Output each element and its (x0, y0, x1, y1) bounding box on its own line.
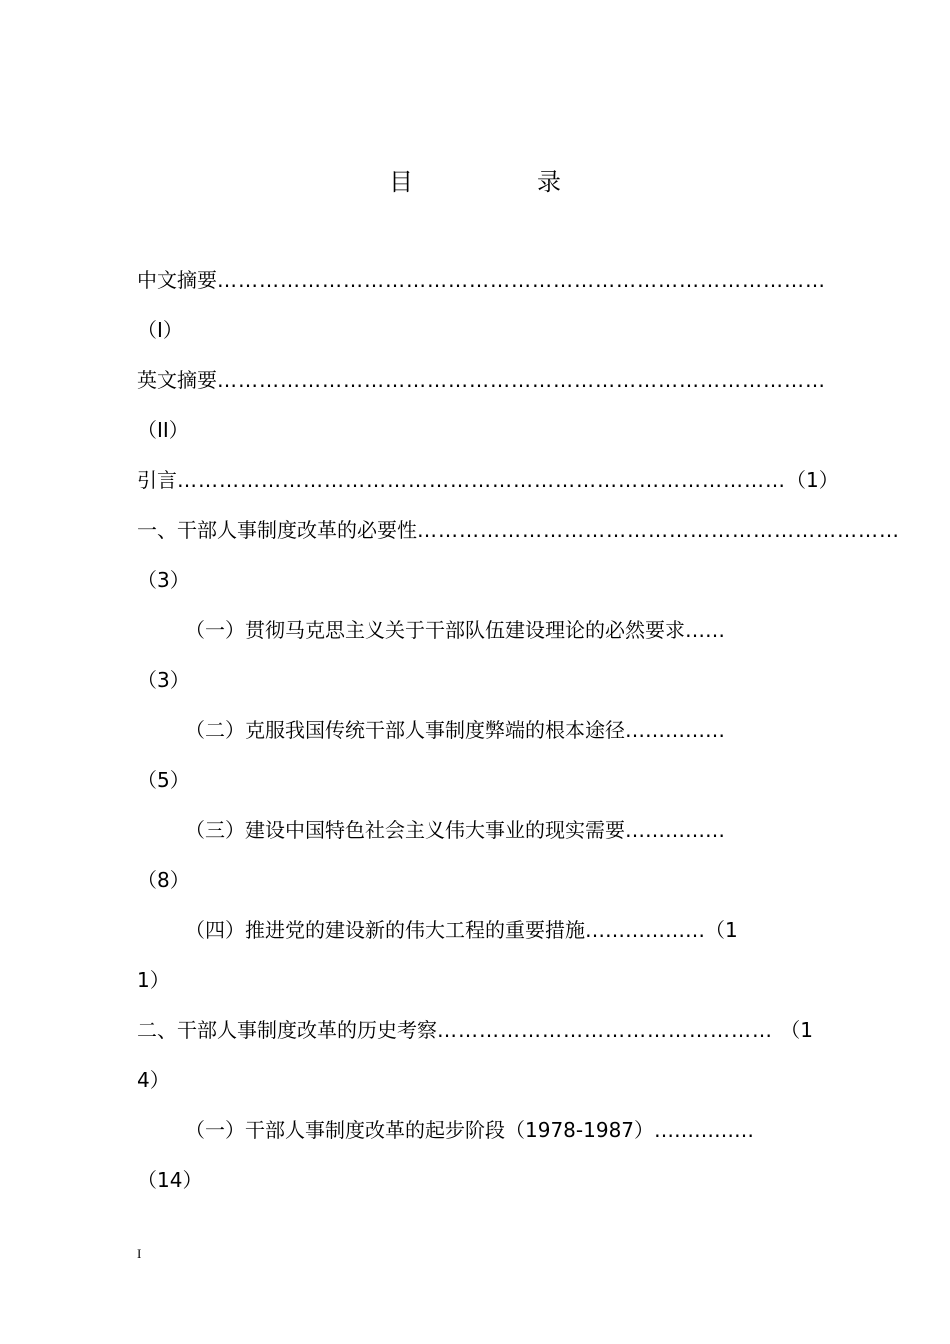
toc-entry[interactable] (137, 1162, 813, 1212)
toc-title: 目 录 (389, 168, 611, 196)
toc-entry[interactable] (137, 662, 813, 712)
toc-entry-text: 英文摘要 (137, 368, 217, 392)
toc-entry[interactable] (137, 712, 813, 762)
toc-entry-text: （3） (137, 668, 190, 692)
toc-entry[interactable] (137, 762, 813, 812)
toc-entry[interactable] (137, 612, 813, 662)
toc-entry-text: 中文摘要 (137, 268, 217, 292)
toc-entry[interactable] (137, 262, 826, 312)
table-of-contents (137, 262, 900, 1212)
toc-entry[interactable] (137, 512, 900, 562)
toc-entry-text: （四）推进党的建设新的伟大工程的重要措施………………（1 (185, 918, 738, 942)
toc-entry-text: （一）干部人事制度改革的起步阶段（1978-1987）…………… (185, 1118, 755, 1142)
toc-entry-text: （I） (137, 318, 183, 342)
toc-entry-text: （3） (137, 568, 190, 592)
toc-entry-text: （II） (137, 418, 189, 442)
toc-entry[interactable] (137, 412, 813, 462)
toc-page-number: （1） (786, 468, 839, 492)
toc-entry-text: 一、干部人事制度改革的必要性 (137, 518, 417, 542)
toc-leader-dots: …………………………………………………………………………… (177, 468, 786, 492)
toc-entry[interactable] (137, 912, 813, 962)
page-number: I (137, 1246, 142, 1261)
toc-entry[interactable] (137, 1062, 813, 1112)
toc-entry-text: （三）建设中国特色社会主义伟大事业的现实需要…………… (185, 818, 725, 842)
toc-entry[interactable] (137, 812, 813, 862)
toc-entry[interactable] (137, 312, 813, 362)
toc-entry[interactable] (137, 862, 813, 912)
toc-leader-dots: …………………………………………………………… (417, 518, 900, 542)
toc-entry-text: （一）贯彻马克思主义关于干部队伍建设理论的必然要求…… (185, 618, 725, 642)
toc-entry-text: 1） (137, 968, 170, 992)
toc-leader-dots: …………………………………………………………………………… (217, 368, 826, 392)
toc-leader-dots: ………………………………………… (437, 1018, 773, 1042)
toc-entry-text: 4） (137, 1068, 170, 1092)
toc-entry[interactable] (137, 1012, 813, 1062)
toc-entry[interactable] (137, 462, 839, 512)
toc-entry-text: （5） (137, 768, 190, 792)
toc-entry-text: （14） (137, 1168, 203, 1192)
toc-page-number: （1 (780, 1018, 813, 1042)
toc-entry[interactable] (137, 562, 813, 612)
toc-entry[interactable] (137, 962, 813, 1012)
toc-entry-text: 二、干部人事制度改革的历史考察 (137, 1018, 437, 1042)
toc-leader-dots: …………………………………………………………………………… (217, 268, 826, 292)
toc-entry[interactable] (137, 1112, 813, 1162)
toc-entry-text: （二）克服我国传统干部人事制度弊端的根本途径…………… (185, 718, 725, 742)
toc-entry-text: 引言 (137, 468, 177, 492)
toc-entry[interactable] (137, 362, 826, 412)
toc-entry-text: （8） (137, 868, 190, 892)
